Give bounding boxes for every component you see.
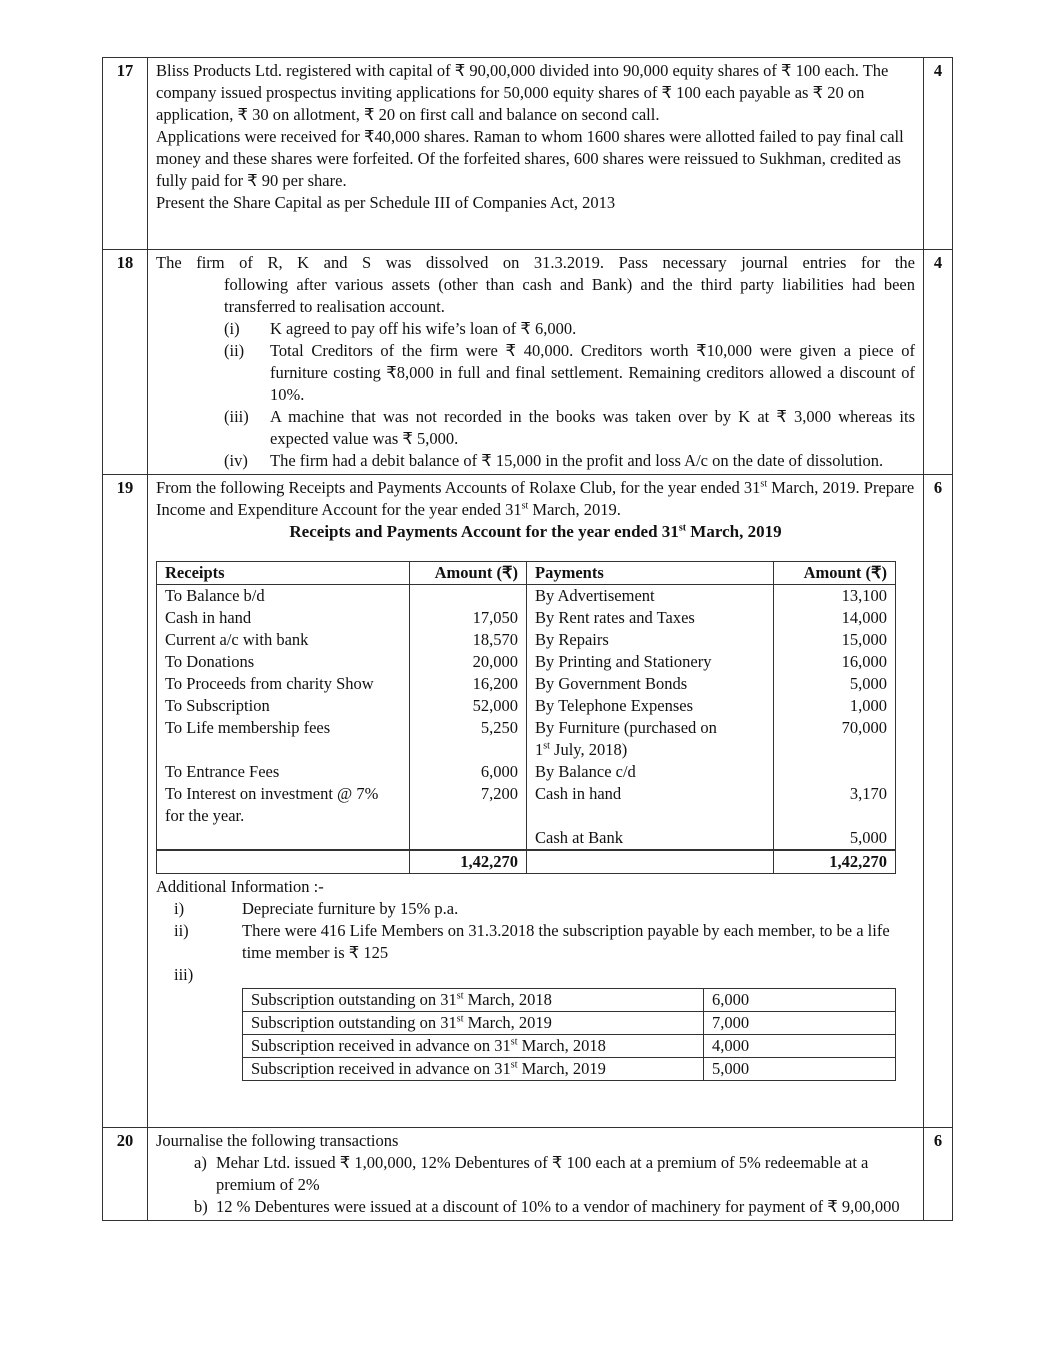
item-label: (i) (224, 319, 240, 338)
additional-info-title: Additional Information :- (156, 877, 324, 896)
table-row: To Balance b/d By Advertisement 13,100 (157, 585, 896, 608)
question-number: 18 (103, 250, 148, 475)
question-body (148, 1128, 924, 1221)
receipts-total: 1,42,270 (410, 850, 527, 874)
item-text: Total Creditors of the firm were ₹ 40,000. Creditors worth ₹10,000 were given a piece of furniture costing ₹8,000 in full and final settlement. Remaining creditors allowed a discount of 10%. (270, 341, 915, 404)
list-item: a) Mehar Ltd. issued ₹ 1,00,000, 12% Debentures of ₹ 100 each at a premium of 5% redeemable at a premium of 2% (194, 1153, 869, 1194)
payments-total: 1,42,270 (774, 850, 896, 874)
question-number: 17 (103, 58, 148, 250)
marks: 4 (924, 250, 953, 475)
item-label: (ii) (224, 341, 245, 360)
item-text: K agreed to pay off his wife’s loan of ₹ 6,000. (270, 319, 577, 338)
total-row (157, 850, 896, 874)
marks: 6 (924, 475, 953, 1128)
question-row-20 (103, 1128, 953, 1221)
question-row-18 (103, 250, 953, 475)
receipts-payments-table (156, 561, 896, 874)
item-label: (iv) (224, 451, 248, 470)
marks: 6 (924, 1128, 953, 1221)
table-row: Cash in hand 17,050 By Rent rates and Taxes 14,000 (157, 607, 896, 629)
question-intro-cont: following after various assets (other than cash and Bank) and the third party liabilities had been transferred to realisation account. (224, 275, 915, 316)
question-row-19 (103, 475, 953, 1128)
list-item (224, 340, 915, 406)
question-body (148, 475, 924, 1128)
table-row: To Proceeds from charity Show 16,200 By Government Bonds 5,000 (157, 673, 896, 695)
list-item (224, 318, 915, 340)
subscription-table (242, 988, 896, 1081)
table-row: To Interest on investment @ 7% for the year. 7,200 Cash in hand 3,170 (157, 783, 896, 827)
table-row: Subscription outstanding on 31st March, 2019 7,000 (243, 1012, 896, 1035)
question-intro: From the following Receipts and Payments Accounts of Rolaxe Club, for the year ended 31st March, 2019. Prepare Income and Expenditure Account for the year ended 31st March, 2019. (156, 478, 915, 519)
list-item (224, 406, 915, 450)
item-label: (iii) (224, 407, 249, 426)
question-row-17 (103, 58, 953, 250)
question-paragraph: Applications were received for ₹40,000 shares. Raman to whom 1600 shares were allotted failed to pay final call money and these shares were forfeited. Of the forfeited shares, 600 shares were reissued to Sukhman, credited as fully paid for ₹ 90 per share. (156, 127, 904, 190)
column-header: Amount (₹) (774, 562, 896, 585)
question-paragraph: Present the Share Capital as per Schedule III of Companies Act, 2013 (156, 193, 616, 212)
question-number: 20 (103, 1128, 148, 1221)
marks: 4 (924, 58, 953, 250)
question-number: 19 (103, 475, 148, 1128)
column-header: Payments (527, 562, 774, 585)
table-row: Subscription outstanding on 31st March, 2018 6,000 (243, 989, 896, 1012)
question-intro: Journalise the following transactions (156, 1131, 399, 1150)
column-header: Amount (₹) (410, 562, 527, 585)
table-row: Subscription received in advance on 31st March, 2019 5,000 (243, 1058, 896, 1081)
table-row: To Life membership fees 5,250 By Furniture (purchased on 1st July, 2018) 70,000 (157, 717, 896, 761)
table-title: Receipts and Payments Account for the year ended 31st March, 2019 (289, 522, 782, 541)
list-item: i) Depreciate furniture by 15% p.a. (174, 899, 459, 918)
table-row: Cash at Bank 5,000 (157, 827, 896, 850)
question-body (148, 58, 924, 250)
table-row: To Donations 20,000 By Printing and Stationery 16,000 (157, 651, 896, 673)
list-item: ii) There were 416 Life Members on 31.3.2018 the subscription payable by each member, to be a life time member is ₹ 125 (174, 921, 890, 962)
table-row: To Subscription 52,000 By Telephone Expenses 1,000 (157, 695, 896, 717)
question-table (102, 57, 953, 1221)
list-item: b) 12 % Debentures were issued at a discount of 10% to a vendor of machinery for payment of ₹ 9,00,000 (194, 1197, 900, 1216)
table-row: Subscription received in advance on 31st March, 2018 4,000 (243, 1035, 896, 1058)
question-body (148, 250, 924, 475)
column-header: Receipts (157, 562, 410, 585)
item-text: The firm had a debit balance of ₹ 15,000 in the profit and loss A/c on the date of dissolution. (270, 451, 884, 470)
table-row: To Entrance Fees 6,000 By Balance c/d (157, 761, 896, 783)
item-text: A machine that was not recorded in the books was taken over by K at ₹ 3,000 whereas its expected value was ₹ 5,000. (270, 407, 915, 448)
question-intro: The firm of R, K and S was dissolved on 31.3.2019. Pass necessary journal entries for the (156, 253, 915, 272)
question-paragraph: Bliss Products Ltd. registered with capital of ₹ 90,00,000 divided into 90,000 equity shares of ₹ 100 each. The company issued prospectus inviting applications for 50,000 equity shares of ₹ 100 each payable as ₹ 20 on application, ₹ 30 on allotment, ₹ 20 on first call and balance on second call. (156, 61, 889, 124)
table-header-row (157, 562, 896, 585)
table-row: Current a/c with bank 18,570 By Repairs 15,000 (157, 629, 896, 651)
list-item (224, 450, 915, 472)
list-item: iii) (174, 965, 194, 984)
